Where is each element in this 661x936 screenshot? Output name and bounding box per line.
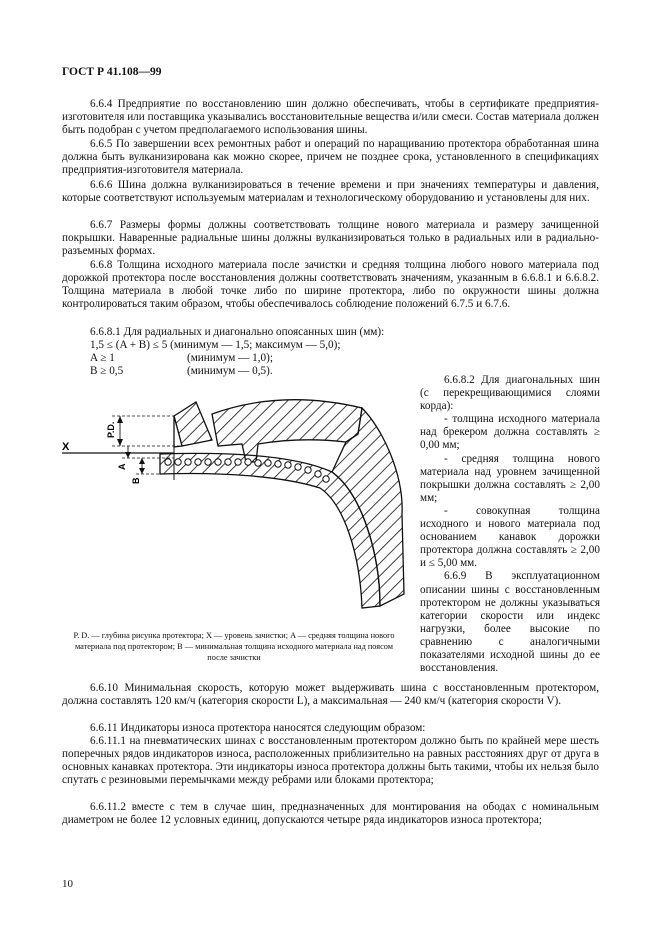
paragraph-6-6-11: 6.6.11 Индикаторы износа протектора наносятся следующим образом: <box>90 722 426 734</box>
tyre-cross-section-figure <box>62 384 412 624</box>
paragraph-6-6-8-1: 6.6.8.1 Для радиальных и диагонально опоясанных шин (мм): <box>90 326 385 338</box>
paragraph-6-6-8: 6.6.8 Толщина исходного материала после зачистки и средняя толщина любого нового материала под дорожкой протектора после восстановления должны соответствовать значениям, указанным в 6.6.8.1 и 6.6.8.2. Толщина материала в любой точке либо по ширине протектора, либо по окружности шины должна контролироваться таким образом, чтобы обеспечивалось соблюдение положений 6.7.5 и 6.7.6. <box>62 259 599 311</box>
paragraph-6-6-10: 6.6.10 Минимальная скорость, которую может выдерживать шина с восстановленным протектором, должна составлять 120 км/ч (категория скорости L), а максимальная — 240 км/ч (категория скорости V). <box>62 682 599 708</box>
list-item: - совокупная толщина исходного и нового материала под основанием канавок дорожки протектора должна составлять ≥ 2,00 и ≤ 5,00 мм. <box>420 504 600 570</box>
paragraph-6-6-5: 6.6.5 По завершении всех ремонтных работ и операций по наращиванию протектора обработанная шина должна быть вулканизирована как можно скорее, причем не позднее срока, установленного в спецификациях предприятия-изготовителя материала. <box>62 138 599 177</box>
paragraph-6-6-4: 6.6.4 Предприятие по восстановлению шин должно обеспечивать, чтобы в сертификате предприятия-изготовителя или поставщика указывались восстановительные вещества и/или смеси. Состав материала должен быть подобран с учетом предполагаемого использования шины. <box>62 98 599 137</box>
paragraph-6-6-9: 6.6.9 В эксплуатационном описании шины с восстановленным протектором не должны указываться категории скорости или индекс нагрузки, более высокие по сравнению с аналогичными показателями исходной шины до ее восстановления. <box>420 570 600 675</box>
label-a: A <box>117 463 127 470</box>
side-column <box>420 374 600 675</box>
formula-b: B ≥ 0,5 <box>90 365 124 377</box>
paragraph-6-6-11-2: 6.6.11.2 вместе с тем в случае шин, предназначенных для монтирования на ободах с номинальным диаметром не более 12 условных единиц, допускаются четыре ряда индикаторов износа протектора; <box>62 801 599 827</box>
paragraph-6-6-7: 6.6.7 Размеры формы должны соответствовать толщине нового материала и размеру зачищенной покрышки. Наваренные радиальные шины должны вулканизироваться только в радиальных или в радиально-разъемных формах. <box>62 219 599 258</box>
label-b: B <box>131 477 141 484</box>
paragraph-6-6-6: 6.6.6 Шина должна вулканизироваться в течение времени и при значениях температуры и давления, которые соответствуют используемым материалам и технологическому оборудованию и установлены для них. <box>62 179 599 205</box>
figure-caption: P. D. — глубина рисунка протектора; X — уровень зачистки; A — средняя толщина нового материала под протектором; B — минимальная толщина исходного материала над поясом после зачистки <box>73 631 395 662</box>
formula-a: A ≥ 1 <box>90 352 115 364</box>
list-item: - толщина исходного материала над брекером должна составлять ≥ 0,00 мм; <box>420 413 600 452</box>
label-pd: P.D. <box>106 421 116 438</box>
formula-b-limit: (минимум — 0,5). <box>187 365 273 377</box>
list-item: - средняя толщина нового материала над уровнем зачищенной покрышки должна составлять ≥ 2,00 мм; <box>420 452 600 504</box>
page-number: 10 <box>62 878 73 890</box>
formula-a-plus-b: 1,5 ≤ (A + B) ≤ 5 (минимум — 1,5; максимум — 5,0); <box>90 339 341 351</box>
document-header: ГОСТ Р 41.108—99 <box>62 66 162 78</box>
tread-block-main <box>212 400 362 462</box>
formula-a-limit: (минимум — 1,0); <box>187 352 273 364</box>
label-x: X <box>62 441 70 453</box>
paragraph-6-6-11-1: 6.6.11.1 на пневматических шинах с восстановленным протектором должно быть по крайней мере шесть поперечных рядов индикаторов износа, расположенных приблизительно на равных расстояниях друг от друга в основных канавках протектора. Эти индикаторы износа протектора должны быть такими, чтобы их нельзя было спутать с резиновыми перемычками между ребрами или блоками протектора; <box>62 735 599 787</box>
paragraph-6-6-8-2: 6.6.8.2 Для диагональных шин (с перекрещивающимися слоями корда): <box>420 374 600 413</box>
